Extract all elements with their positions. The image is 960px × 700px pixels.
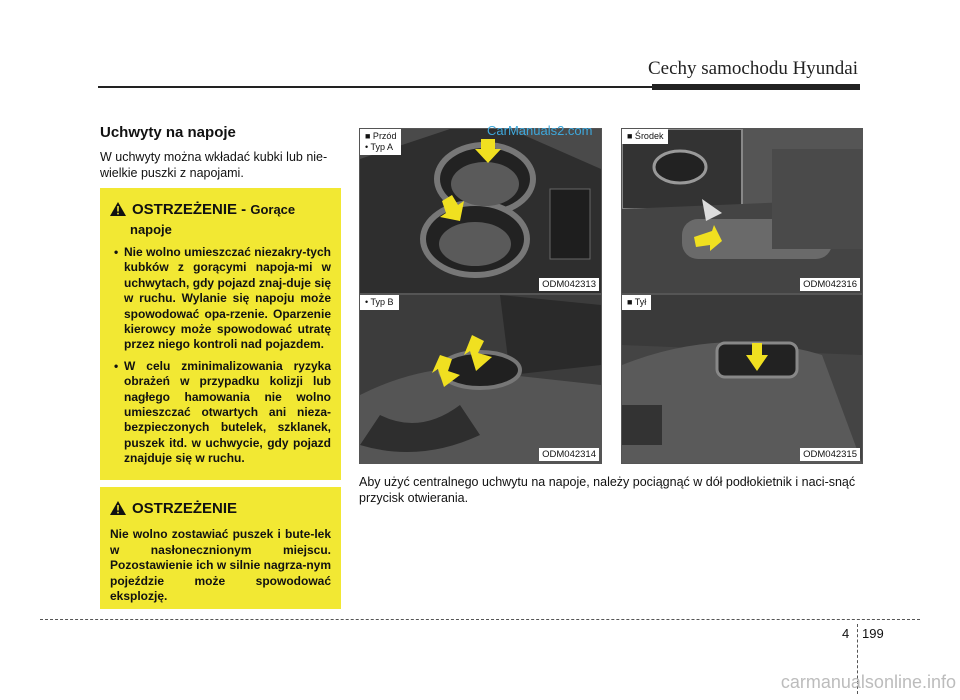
watermark: carmanualsonline.info (780, 672, 956, 692)
warning-bullet: • Nie wolno umieszczać niezakry-tych kubków z gorącymi napoja-mi w uchwytach, gdy pojazd znaj-duje się w ruchu. Wylanie się napoju może spowodować opa-rzenie. Oparzenie kierowcy może spowodować utratę przez niego kontroli nad pojazdem. (114, 245, 331, 352)
warning-box-hot-drinks (100, 188, 341, 480)
warning-box-sun (100, 487, 341, 609)
photo-code: ODM042314 (539, 448, 599, 461)
warning2-heading-text: OSTRZEŻENIE (132, 500, 238, 517)
watermark-top: CarManuals2.com (487, 123, 593, 138)
photo-tag-line: • Typ A (365, 142, 394, 152)
warning-subheading: Gorące (250, 202, 296, 217)
photo-tag (360, 129, 401, 155)
footer-rule (40, 619, 920, 620)
page-section-number: 4 (842, 626, 850, 641)
warning2-body: Nie wolno zostawiać puszek i bute-lek w nasłonecznionym miejscu. Pozostawienie ich w silnie nagrza-nym pojeździe może spowodować eksplozję. (110, 527, 331, 604)
intro-text: W uchwyty można wkładać kubki lub nie-wielkie puszki z napojami. (100, 150, 328, 180)
photo-rear-image (622, 295, 862, 463)
photo-type-b-image (360, 295, 601, 463)
photo-middle-image (622, 129, 862, 293)
warning-triangle-icon (110, 501, 126, 515)
photo-middle (621, 128, 863, 294)
warning-bullet-text: W celu zminimalizowania ryzyka obrażeń w przypadku kolizji lub nagłego hamowania nie wolno umieszczać otwartych ani nieza-bezpieczonych butelek, szklanek, puszek itd. w uchwycie, gdy pojazd znajduje się w ruchu. (124, 358, 331, 466)
warning-heading-text: OSTRZEŻENIE - (132, 201, 247, 218)
warning2-heading (110, 499, 331, 519)
photo-code: ODM042315 (800, 448, 860, 461)
photo-code: ODM042316 (800, 278, 860, 291)
photo-tag: ■ Środek (622, 129, 668, 144)
warning-heading (110, 200, 331, 220)
photo-rear (621, 294, 863, 464)
photo-type-b (359, 294, 602, 464)
warning-triangle-icon (110, 202, 126, 216)
warning-bullet: • W celu zminimalizowania ryzyka obrażeń w przypadku kolizji lub nagłego hamowania nie wolno umieszczać otwartych ani nieza-bezpieczonych butelek, szklanek, puszek itd. w uchwycie, gdy pojazd znajduje się w ruchu. (114, 358, 331, 466)
warning-bullet-list (110, 245, 331, 467)
section-title: Uchwyty na napoje (100, 124, 236, 141)
photo-tag: • Typ B (360, 295, 399, 310)
photo-tag: ■ Tył (622, 295, 651, 310)
photo-front-type-a (359, 128, 602, 294)
photo-code: ODM042313 (539, 278, 599, 291)
header-title: Cechy samochodu Hyundai (647, 58, 858, 79)
photo-tag-line: ■ Przód (365, 131, 397, 141)
warning-subheading-2: napoje (130, 222, 172, 237)
photo-caption: Aby użyć centralnego uchwytu na napoje, należy pociągnąć w dół podłokietnik i naci-snąć przycisk otwierania. (359, 475, 856, 505)
header-bar (652, 84, 860, 90)
page-number: 199 (862, 626, 884, 641)
warning-bullet-text: Nie wolno umieszczać niezakry-tych kubków z gorącymi napoja-mi w uchwytach, gdy pojazd znaj-duje się w ruchu. Wylanie się napoju może spowodować opa-rzenie. Oparzenie kierowcy może spowodować utratę przez niego kontroli nad pojazdem. (124, 245, 331, 352)
